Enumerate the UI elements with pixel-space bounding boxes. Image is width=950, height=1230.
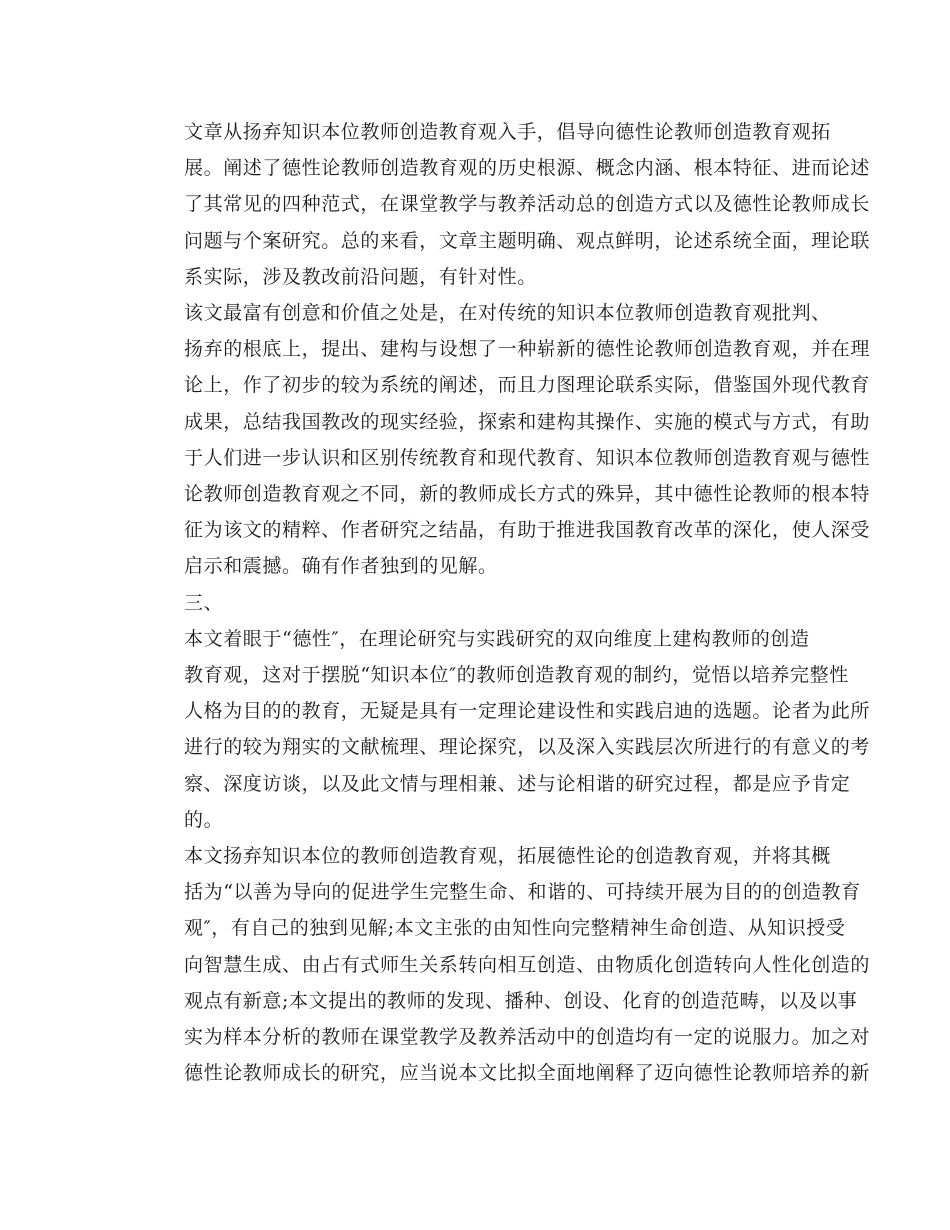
text-line: 实为样本分析的教师在课堂教学及教养活动中的创造均有一定的说服力。加之对 [184, 1026, 871, 1049]
text-line: 人格为目的的教育，无疑是具有一定理论建设性和实践启迪的选题。论者为此所 [184, 700, 871, 723]
text-line: 括为“以善为导向的促进学生完整生命、和谐的、可持续开展为目的的创造教育 [184, 881, 861, 904]
text-line: 文章从扬弃知识本位教师创造教育观入手，倡导向德性论教师创造教育观拓 [184, 121, 831, 143]
text-line: 观点有新意;本文提出的教师的发现、播种、创设、化育的创造范畴，以及以事 [184, 989, 858, 1012]
text-line: 于人们进一步认识和区别传统教育和现代教育、知识本位教师创造教育观与德性 [184, 446, 871, 469]
text-line: 征为该文的精粹、作者研究之结晶，有助于推进我国教育改革的深化，使人深受 [184, 519, 871, 542]
text-line: 的。 [184, 808, 224, 831]
text-line: 察、深度访谈，以及此文情与理相兼、述与论相谐的研究过程，都是应予肯定 [184, 772, 851, 795]
text-line: 观″，有自己的独到见解;本文主张的由知性向完整精神生命创造、从知识授受 [184, 917, 846, 940]
text-line: 本文扬弃知识本位的教师创造教育观，拓展德性论的创造教育观，并将其概 [184, 845, 831, 868]
paragraph [146, 114, 871, 295]
text-line: 论教师创造教育观之不同，新的教师成长方式的殊异，其中德性论教师的根本特 [184, 483, 871, 506]
text-line: 问题与个案研究。总的来看，文章主题明确、观点鲜明，论述系统全面，理论联 [184, 229, 871, 252]
text-line: 扬弃的根底上，提出、建构与设想了一种崭新的德性论教师创造教育观，并在理 [184, 338, 871, 361]
paragraph [146, 838, 871, 1091]
paragraph [146, 295, 871, 585]
text-line: 进行的较为翔实的文献梳理、理论探究，以及深入实践层次所进行的有意义的考 [184, 736, 871, 759]
document-body [146, 114, 871, 1091]
text-line: 三、 [184, 591, 224, 614]
text-line: 成果，总结我国教改的现实经验，探索和建构其操作、实施的模式与方式，有助 [184, 410, 871, 433]
text-line: 论上，作了初步的较为系统的阐述，而且力图理论联系实际，借鉴国外现代教育 [184, 374, 871, 397]
text-line: 该文最富有创意和价值之处是，在对传统的知识本位教师创造教育观批判、 [184, 302, 831, 325]
text-line: 向智慧生成、由占有式师生关系转向相互创造、由物质化创造转向人性化创造的 [184, 953, 871, 976]
paragraph [146, 585, 806, 621]
text-line: 启示和震撼。确有作者独到的见解。 [184, 555, 498, 578]
text-line: 系实际，涉及教改前沿问题，有针对性。 [184, 265, 537, 288]
text-line: 德性论教师成长的研究，应当说本文比拟全面地阐释了迈向德性论教师培养的新 [184, 1062, 871, 1085]
paragraph [146, 621, 871, 838]
text-line: 教育观，这对于摆脱“知识本位″的教师创造教育观的制约，觉悟以培养完整性 [184, 664, 849, 687]
text-line: 展。阐述了德性论教师创造教育观的历史根源、概念内涵、根本特征、进而论述 [184, 157, 871, 180]
text-line: 本文着眼于“德性″，在理论研究与实践研究的双向维度上建构教师的创造 [184, 627, 810, 650]
text-line: 了其常见的四种范式，在课堂教学与教养活动总的创造方式以及德性论教师成长 [184, 193, 871, 216]
